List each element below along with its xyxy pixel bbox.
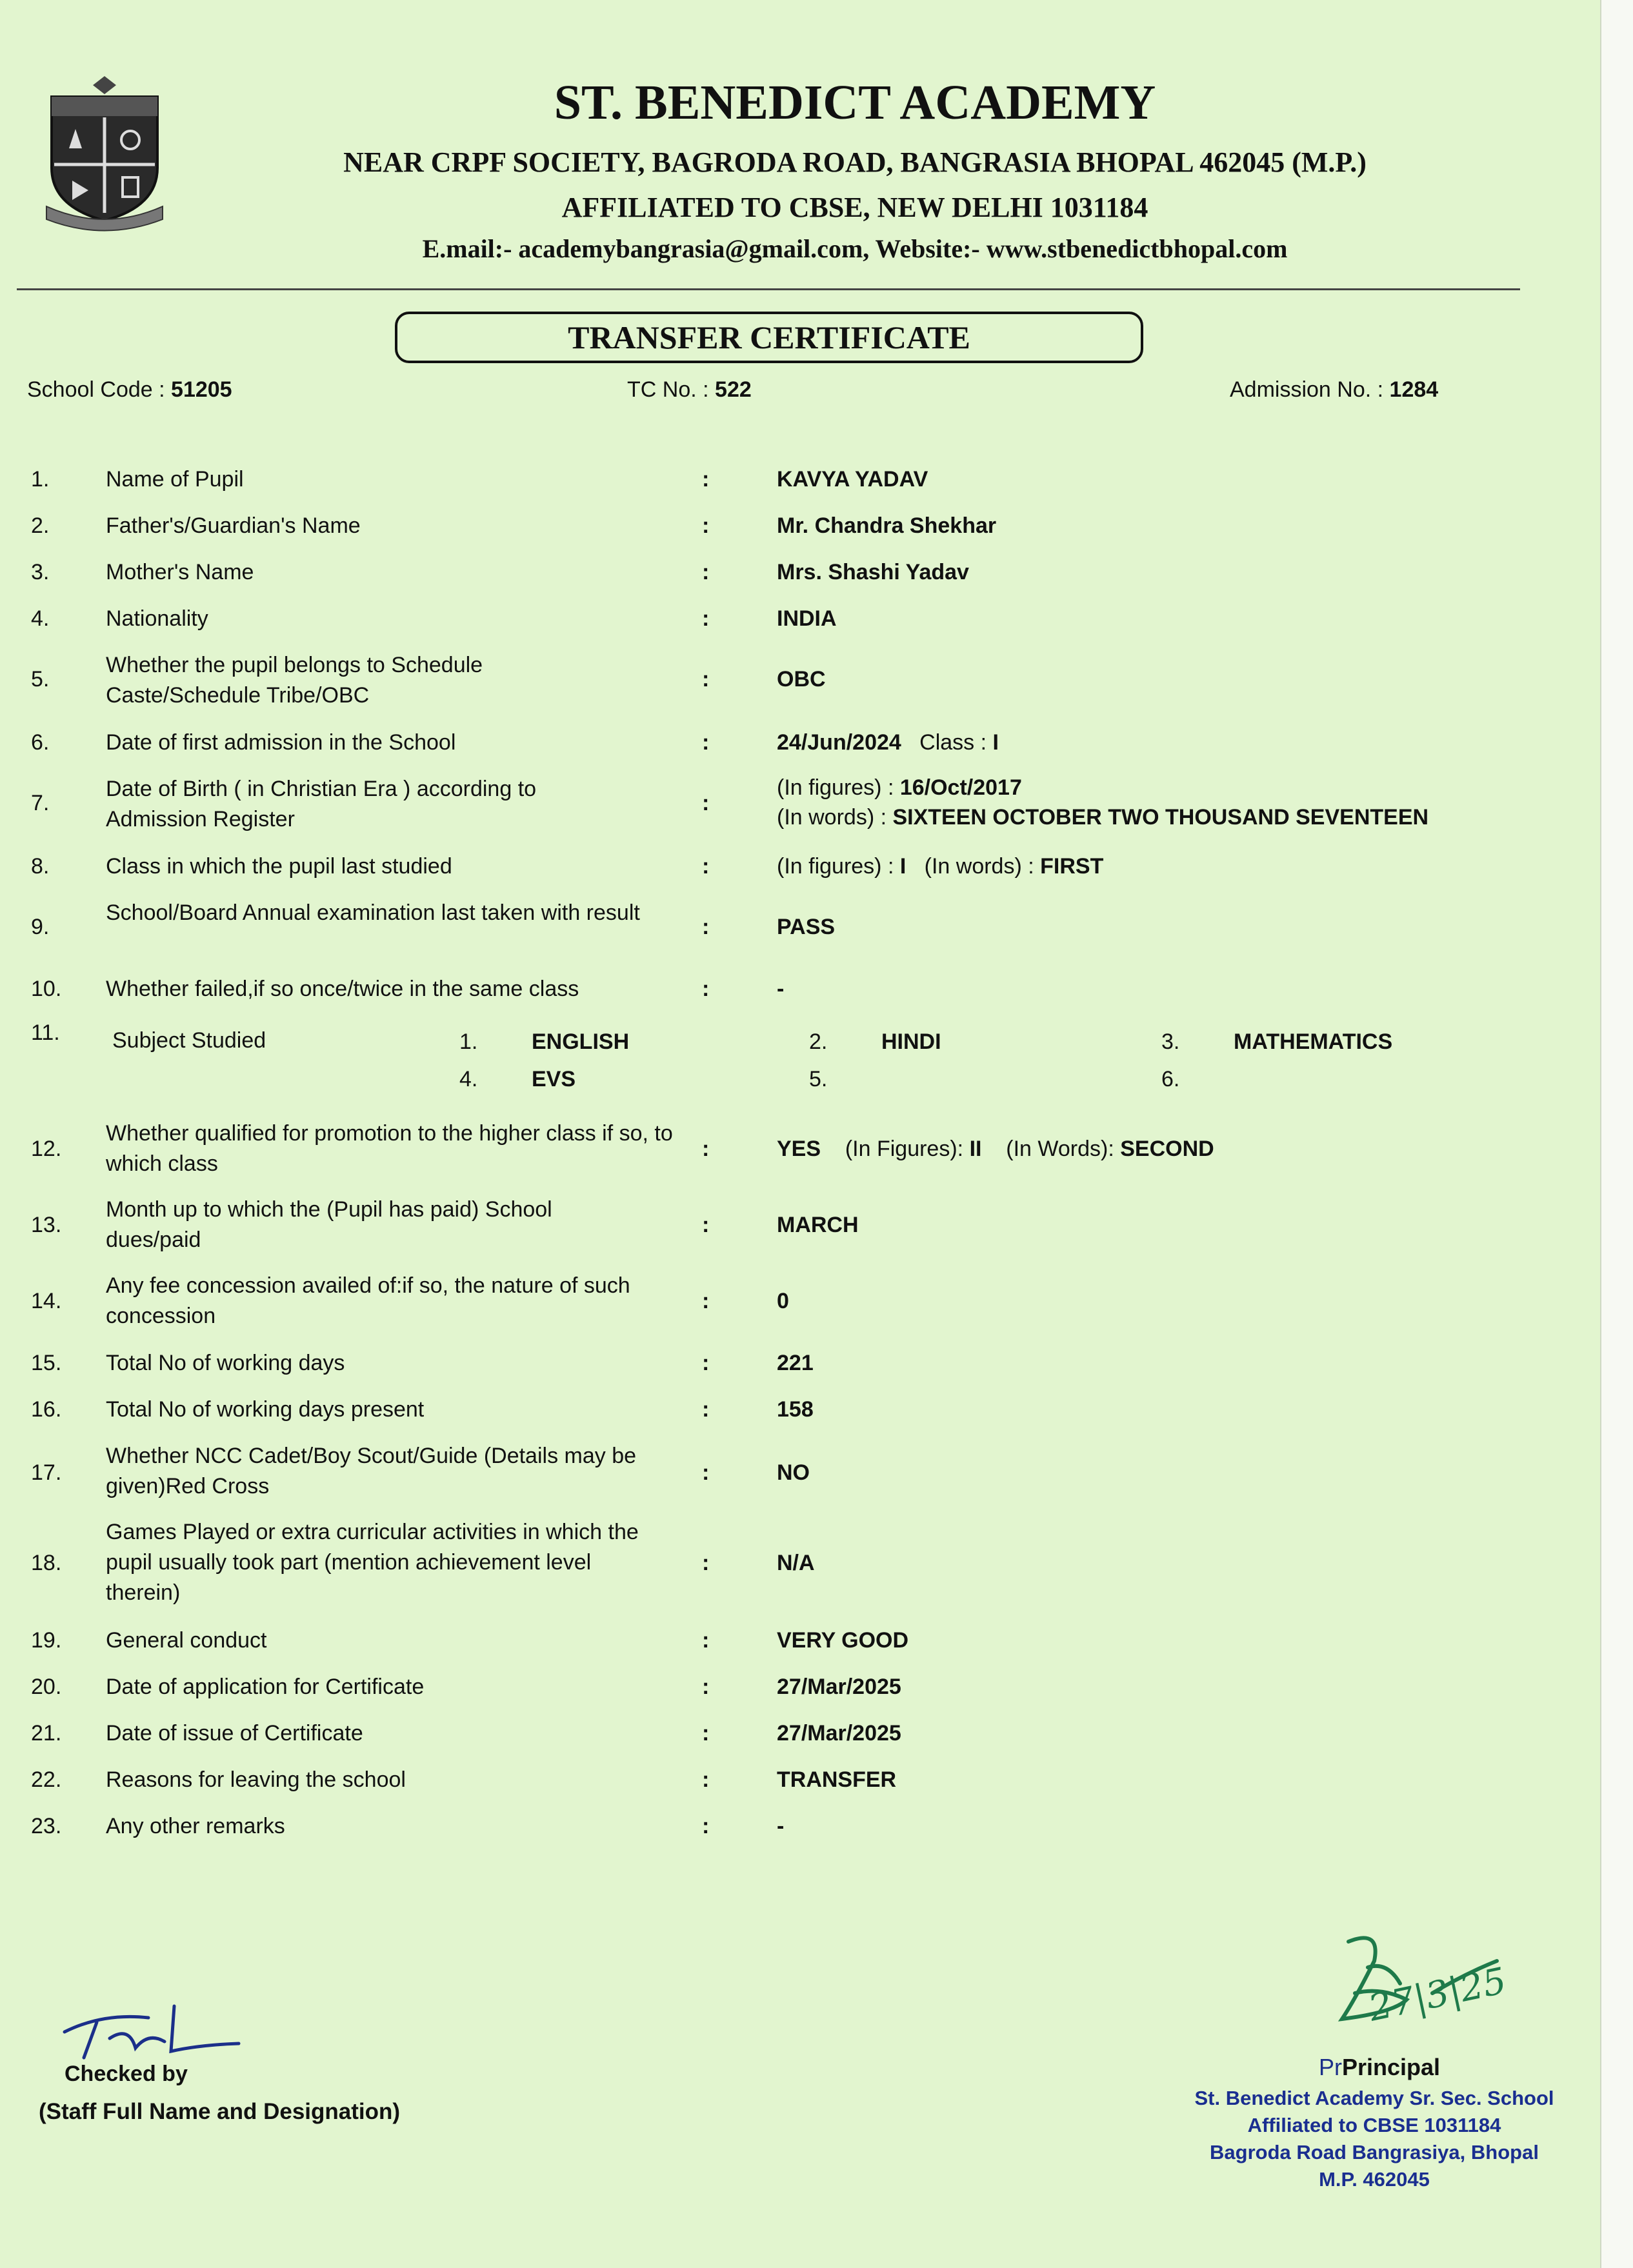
- subject-number: 5.: [809, 1067, 828, 1091]
- field-label: Date of application for Certificate: [106, 1675, 425, 1699]
- row-number: 17.: [31, 1460, 62, 1485]
- field-colon: :: [702, 560, 710, 584]
- fee-concession: 0: [777, 1289, 789, 1313]
- tc-number: TC No. : 522: [627, 377, 752, 402]
- school-name: ST. BENEDICT ACADEMY: [554, 75, 1156, 130]
- field-label: Any fee concession availed of:if so, the nature of such concession: [106, 1273, 630, 1328]
- application-date: 27/Mar/2025: [777, 1675, 901, 1699]
- pupil-name: KAVYA YADAV: [777, 467, 928, 492]
- field-colon: :: [702, 915, 710, 939]
- row-number: 22.: [31, 1767, 62, 1792]
- row-number: 23.: [31, 1814, 62, 1838]
- row-number: 3.: [31, 560, 50, 584]
- row-number: 5.: [31, 667, 50, 691]
- certificate-title: TRANSFER CERTIFICATE: [395, 312, 1143, 363]
- row-number: 16.: [31, 1397, 62, 1422]
- row-number: 18.: [31, 1551, 62, 1575]
- row-number: 8.: [31, 854, 50, 879]
- field-colon: :: [702, 730, 710, 755]
- field-label: Month up to which the (Pupil has paid) School dues/paid: [106, 1197, 552, 1252]
- field-label: Whether NCC Cadet/Boy Scout/Guide (Details may be given)Red Cross: [106, 1444, 637, 1498]
- row-number: 11.: [31, 1020, 60, 1045]
- field-label: Name of Pupil: [106, 467, 244, 492]
- leaving-reason: TRANSFER: [777, 1767, 897, 1792]
- scan-edge: [1600, 0, 1633, 2268]
- admission-number: Admission No. : 1284: [1230, 377, 1439, 402]
- field-colon: :: [702, 1351, 710, 1375]
- subject-name: MATHEMATICS: [1234, 1030, 1393, 1054]
- admission-date: 24/Jun/2024 Class : I: [777, 730, 999, 755]
- subject-name: ENGLISH: [532, 1030, 630, 1054]
- row-number: 2.: [31, 513, 50, 538]
- promotion: YES (In Figures): II (In Words): SECOND: [777, 1137, 1214, 1161]
- field-colon: :: [702, 1675, 710, 1699]
- subject-number: 6.: [1161, 1067, 1180, 1091]
- row-number: 1.: [31, 467, 50, 492]
- field-colon: :: [702, 467, 710, 492]
- field-colon: :: [702, 1213, 710, 1237]
- field-colon: :: [702, 977, 710, 1001]
- subject-number: 4.: [459, 1067, 478, 1091]
- row-number: 7.: [31, 791, 50, 815]
- field-colon: :: [702, 854, 710, 879]
- field-colon: :: [702, 667, 710, 691]
- exam-result: PASS: [777, 915, 836, 939]
- field-label: School/Board Annual examination last taken with result: [106, 900, 640, 925]
- field-label: Total No of working days: [106, 1351, 345, 1375]
- field-colon: :: [702, 1551, 710, 1575]
- header-divider: [17, 288, 1520, 290]
- mother-name: Mrs. Shashi Yadav: [777, 560, 969, 584]
- field-colon: :: [702, 1137, 710, 1161]
- subject-number: 2.: [809, 1030, 828, 1054]
- row-number: 20.: [31, 1675, 62, 1699]
- field-label: Mother's Name: [106, 560, 254, 584]
- row-number: 10.: [31, 977, 62, 1001]
- principal-label: PrPrincipal: [1319, 2054, 1441, 2080]
- field-colon: :: [702, 513, 710, 538]
- field-label: General conduct: [106, 1628, 267, 1653]
- field-label: Reasons for leaving the school: [106, 1767, 406, 1792]
- field-label: Nationality: [106, 606, 208, 631]
- subject-number: 1.: [459, 1030, 478, 1054]
- extra-curricular: N/A: [777, 1551, 815, 1575]
- field-colon: :: [702, 606, 710, 631]
- field-colon: :: [702, 791, 710, 815]
- school-address: NEAR CRPF SOCIETY, BAGRODA ROAD, BANGRASIA BHOPAL 462045 (M.P.): [343, 146, 1367, 178]
- field-label: Whether the pupil belongs to Schedule Caste/Schedule Tribe/OBC: [106, 653, 483, 708]
- ncc-scout: NO: [777, 1460, 810, 1485]
- school-stamp: [1174, 2085, 1574, 2193]
- row-number: 4.: [31, 606, 50, 631]
- staff-designation-label: (Staff Full Name and Designation): [39, 2099, 401, 2124]
- dob-words: (In words) : SIXTEEN OCTOBER TWO THOUSAND SEVENTEEN: [777, 805, 1429, 830]
- dues-paid-month: MARCH: [777, 1213, 859, 1237]
- stamp-line: St. Benedict Academy Sr. Sec. School: [1194, 2087, 1554, 2109]
- row-number: 21.: [31, 1721, 62, 1746]
- general-conduct: VERY GOOD: [777, 1628, 909, 1653]
- field-label: Date of first admission in the School: [106, 730, 456, 755]
- field-label: Date of issue of Certificate: [106, 1721, 363, 1746]
- subject-name: EVS: [532, 1067, 576, 1091]
- row-number: 13.: [31, 1213, 62, 1237]
- other-remarks: -: [777, 1814, 785, 1838]
- stamp-line: Bagroda Road Bangrasiya, Bhopal: [1210, 2141, 1539, 2164]
- school-contact: E.mail:- academybangrasia@gmail.com, Website:- www.stbenedictbhopal.com: [422, 234, 1288, 263]
- row-number: 15.: [31, 1351, 62, 1375]
- days-present: 158: [777, 1397, 814, 1422]
- working-days: 221: [777, 1351, 814, 1375]
- subject-number: 3.: [1161, 1030, 1180, 1054]
- field-colon: :: [702, 1628, 710, 1653]
- row-number: 12.: [31, 1137, 62, 1161]
- field-label: Games Played or extra curricular activities in which the pupil usually took part (mention achievement level therein): [106, 1520, 639, 1605]
- row-number: 9.: [31, 915, 50, 939]
- school-code: School Code : 51205: [27, 377, 232, 402]
- field-colon: :: [702, 1460, 710, 1485]
- signature-date: 27|3|25: [1365, 1960, 1510, 2030]
- field-label: Any other remarks: [106, 1814, 285, 1838]
- school-crest-logo: [40, 71, 169, 232]
- issue-date: 27/Mar/2025: [777, 1721, 901, 1746]
- field-label: Total No of working days present: [106, 1397, 425, 1422]
- field-colon: :: [702, 1721, 710, 1746]
- father-name: Mr. Chandra Shekhar: [777, 513, 997, 538]
- field-label: Whether qualified for promotion to the higher class if so, to which class: [106, 1121, 673, 1176]
- subject-name: HINDI: [881, 1030, 941, 1054]
- category: OBC: [777, 667, 826, 691]
- last-class: (In figures) : I (In words) : FIRST: [777, 854, 1104, 879]
- checked-by-label: Checked by: [65, 2062, 188, 2086]
- dob-figures: (In figures) : 16/Oct/2017: [777, 775, 1022, 800]
- staff-signature: [52, 1987, 258, 2071]
- nationality: INDIA: [777, 606, 837, 631]
- school-affiliation: AFFILIATED TO CBSE, NEW DELHI 1031184: [561, 192, 1148, 223]
- field-colon: :: [702, 1814, 710, 1838]
- row-number: 6.: [31, 730, 50, 755]
- row-number: 19.: [31, 1628, 62, 1653]
- stamp-line: Affiliated to CBSE 1031184: [1247, 2114, 1501, 2136]
- field-colon: :: [702, 1289, 710, 1313]
- field-label: Subject Studied: [112, 1028, 266, 1053]
- stamp-line: M.P. 462045: [1319, 2168, 1430, 2191]
- field-label: Father's/Guardian's Name: [106, 513, 361, 538]
- row-number: 14.: [31, 1289, 62, 1313]
- field-label: Class in which the pupil last studied: [106, 854, 452, 879]
- field-label: Whether failed,if so once/twice in the same class: [106, 977, 579, 1001]
- failed-status: -: [777, 977, 785, 1001]
- field-colon: :: [702, 1767, 710, 1792]
- field-colon: :: [702, 1397, 710, 1422]
- field-label: Date of Birth ( in Christian Era ) according to Admission Register: [106, 777, 537, 831]
